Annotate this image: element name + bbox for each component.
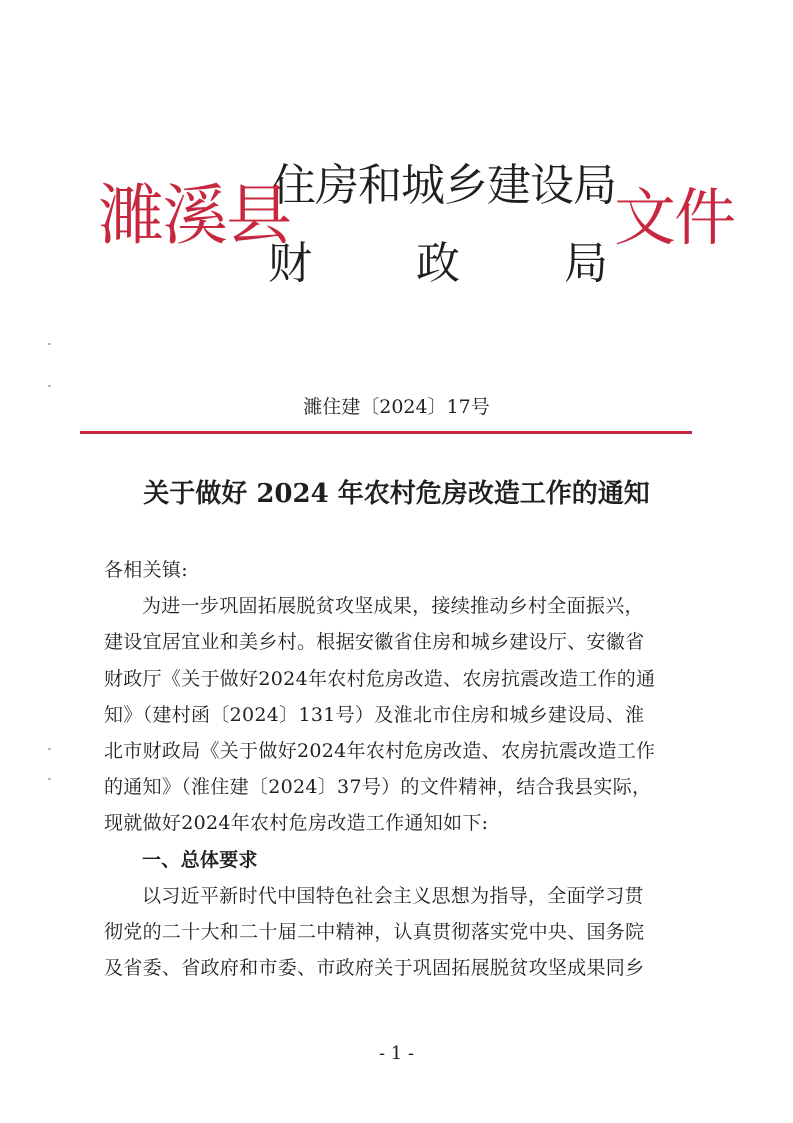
paragraph-line: 知》（建村函〔2024〕131号）及淮北市住房和城乡建设局、淮	[104, 703, 645, 726]
header-finance-char: 财	[268, 238, 312, 289]
document-body	[104, 552, 704, 986]
salutation: 各相关镇:	[104, 559, 188, 581]
paragraph-line: 及省委、省政府和市委、市政府关于巩固拓展脱贫攻坚成果同乡	[104, 957, 645, 980]
paragraph-line: 北市财政局《关于做好2024年农村危房改造、农房抗震改造工作	[104, 740, 656, 763]
document-number: 濉住建〔2024〕17号	[303, 396, 490, 418]
header-finance-char: 政	[416, 238, 460, 289]
header-department-finance	[268, 236, 608, 292]
paragraph-line: 以习近平新时代中国特色社会主义思想为指导，全面学习贯	[142, 884, 644, 907]
document-title: 关于做好 2024 年农村危房改造工作的通知	[143, 479, 650, 509]
scan-mark	[48, 748, 51, 750]
section-heading: 一、总体要求	[142, 848, 258, 871]
paragraph-line: 为进一步巩固拓展脱贫攻坚成果，接续推动乡村全面振兴，	[142, 595, 644, 618]
paragraph-line: 的通知》（淮住建〔2024〕37号）的文件精神，结合我县实际，	[104, 776, 652, 799]
paragraph-line: 建设宜居宜业和美乡村。根据安徽省住房和城乡建设厅、安徽省	[104, 631, 645, 654]
header-document-word: 文件	[614, 181, 735, 254]
header-county-name: 濉溪县	[98, 177, 290, 254]
paragraph-line: 现就做好2024年农村危房改造工作通知如下:	[104, 812, 489, 835]
scan-mark	[48, 778, 51, 780]
page-number: - 1 -	[378, 1043, 415, 1064]
paragraph-line: 财政厅《关于做好2024年农村危房改造、农房抗震改造工作的通	[104, 667, 656, 690]
header-finance-char: 局	[564, 238, 608, 289]
scan-mark	[48, 385, 51, 387]
scan-mark	[48, 343, 51, 345]
header-department-housing: 住房和城乡建设局	[272, 160, 616, 211]
red-divider-line	[80, 431, 692, 434]
paragraph-line: 彻党的二十大和二十届二中精神，认真贯彻落实党中央、国务院	[104, 921, 645, 944]
